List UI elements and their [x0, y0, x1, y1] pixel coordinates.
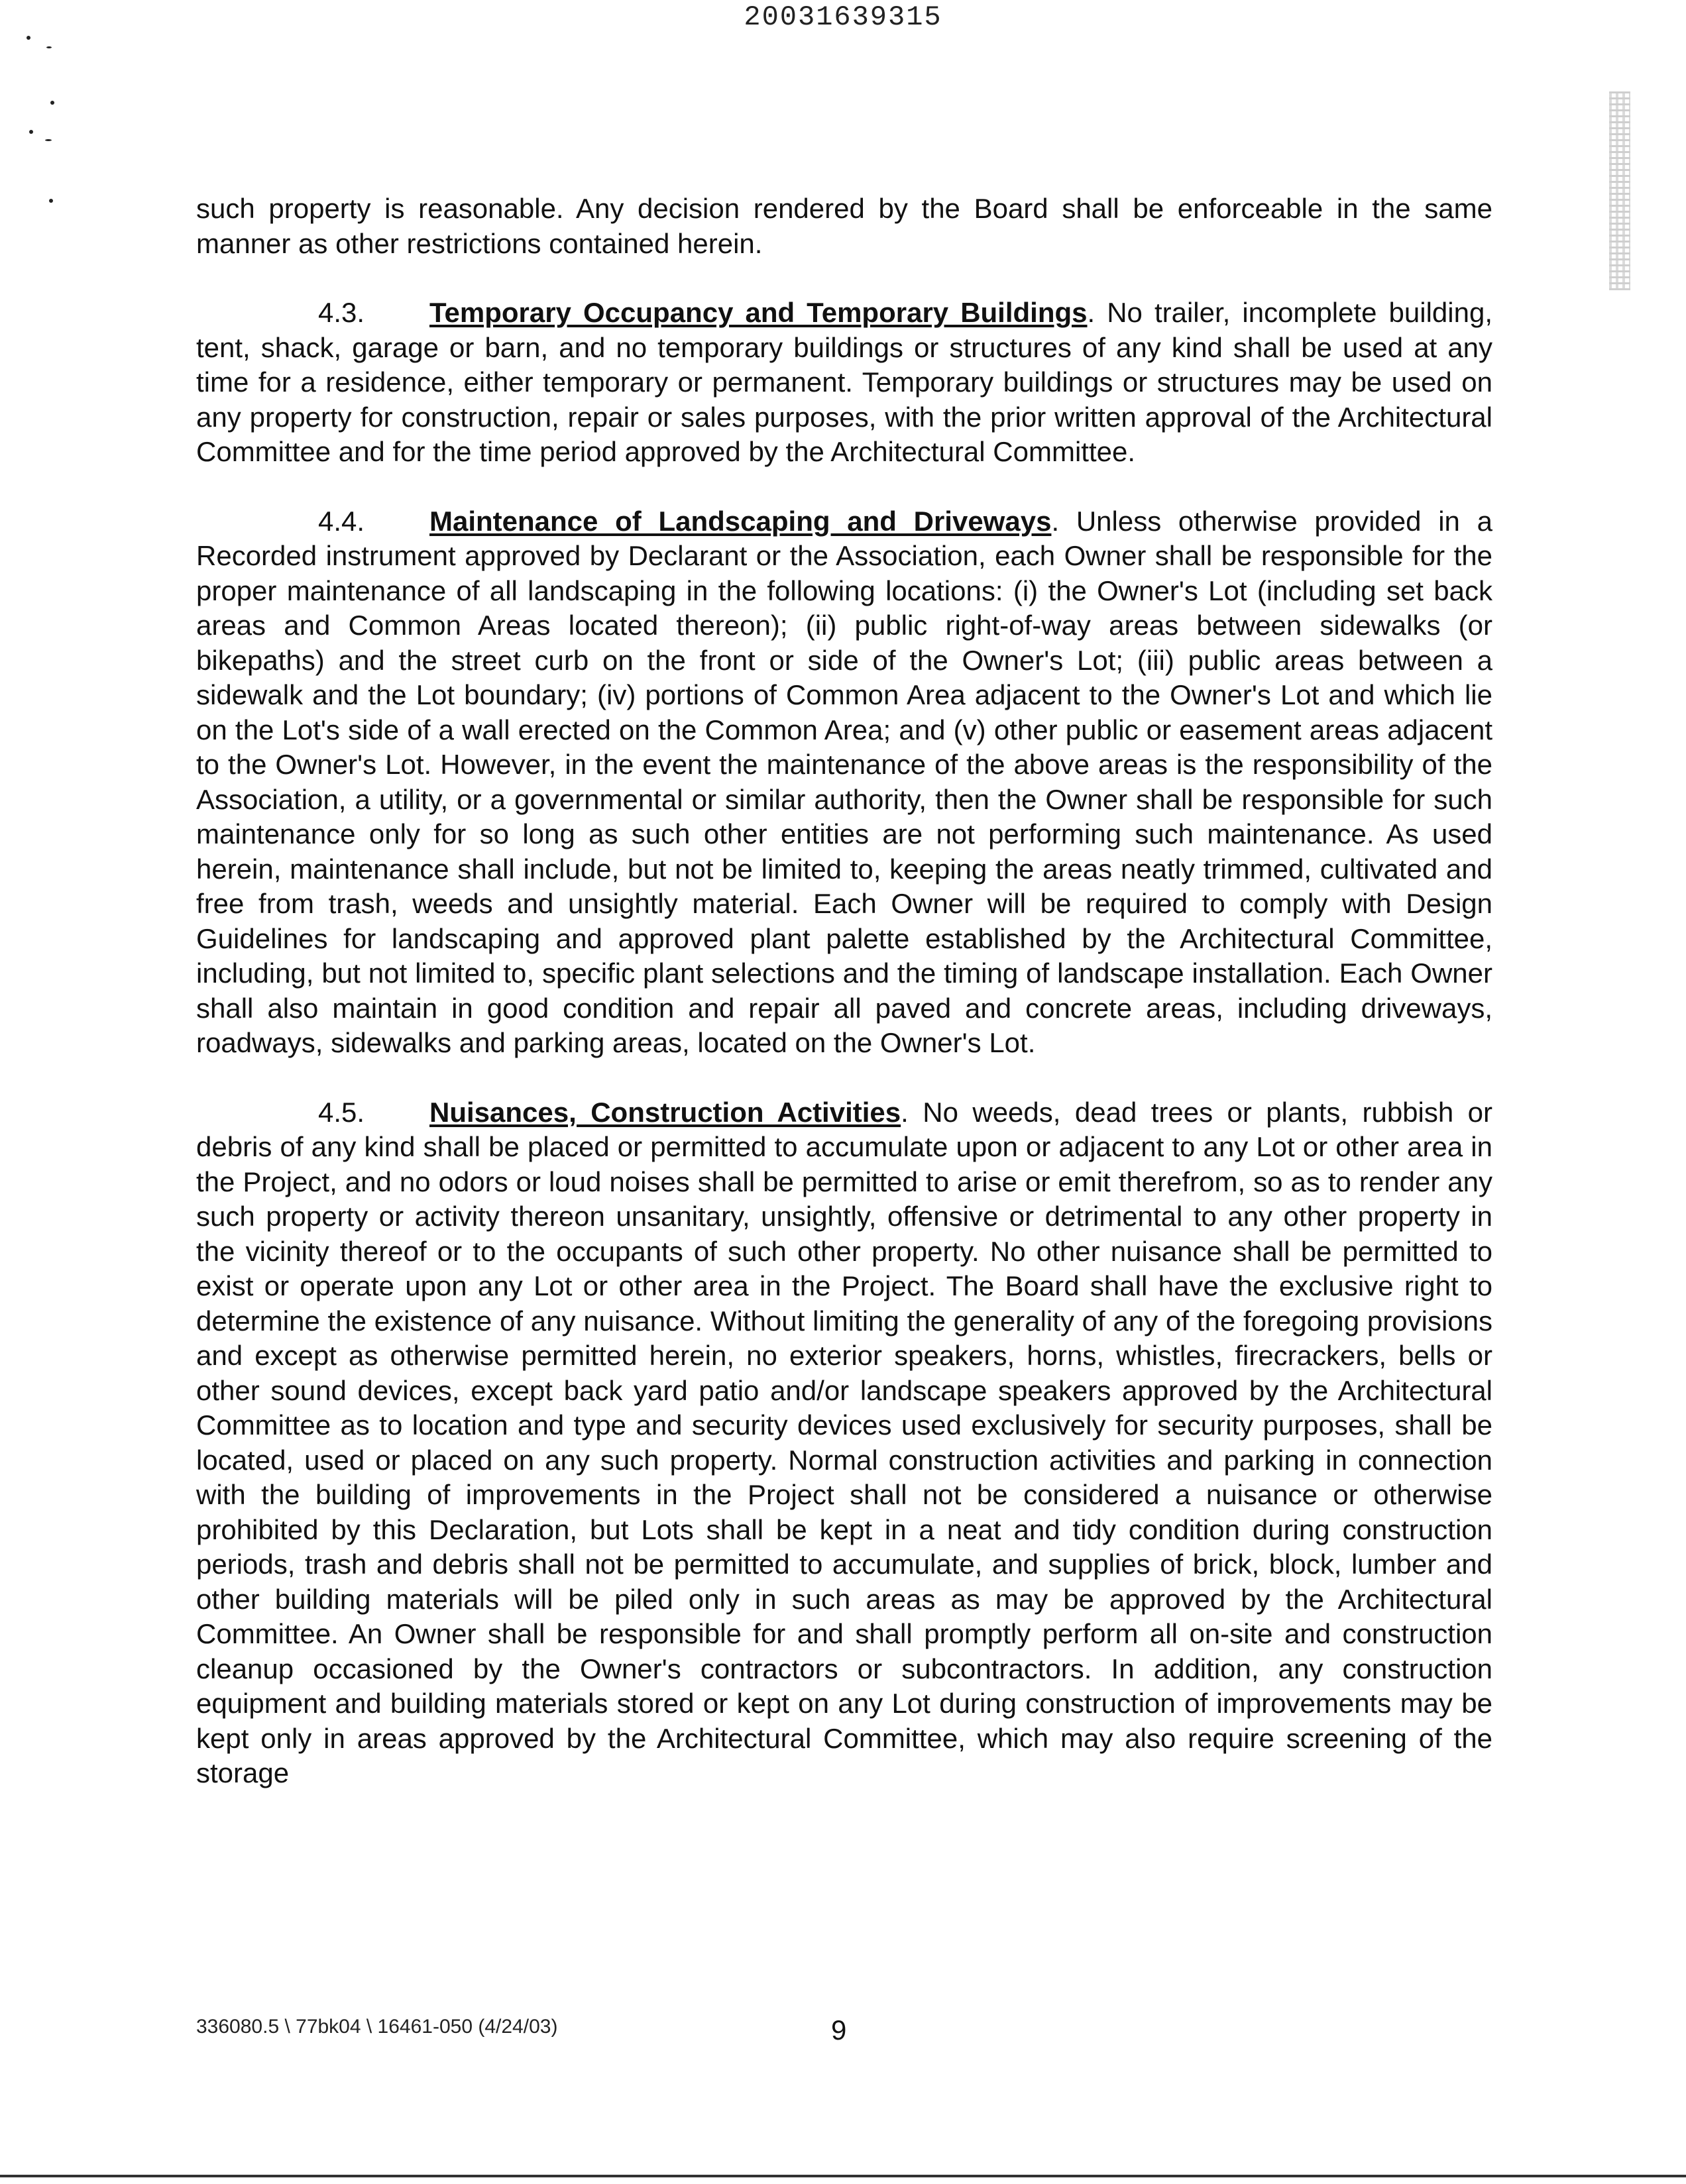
section-number: 4.5.	[318, 1096, 365, 1128]
section-heading: Temporary Occupancy and Temporary Buildings	[429, 297, 1088, 328]
scan-speck	[29, 130, 33, 134]
section-paragraph	[196, 504, 1492, 1061]
section-paragraph	[196, 191, 1492, 261]
side-barcode-stamp	[1609, 91, 1630, 290]
section-number: 4.4.	[318, 505, 365, 537]
scan-speck	[46, 46, 52, 48]
section-text: . No weeds, dead trees or plants, rubbish or debris of any kind shall be placed or permitted to accumulate upon or adjacent to any Lot or other area in the Project, and no odors or loud noises shall be permitted to arise or emit therefrom, so as to render any such property or activity thereon unsanitary, unsightly, offensive or detrimental to any other property in the vicinity thereof or to the occupants of such other property. No other nuisance shall be permitted to exist or operate upon any Lot or other area in the Project. The Board shall have the exclusive right to determine the existence of any nuisance. Without limiting the generality of any of the foregoing provisions and except as otherwise permitted herein, no exterior speakers, horns, whistles, firecrackers, bells or other sound devices, except back yard patio and/or landscape speakers approved by the Architectural Committee as to location and type and security devices used exclusively for security purposes, shall be located, used or placed on any such property. Normal construction activities and parking in connection with the building of improvements in the Project shall not be considered a nuisance or otherwise prohibited by this Declaration, but Lots shall be kept in a neat and tidy condition during construction periods, trash and debris shall not be permitted to accumulate, and supplies of brick, block, lumber and other building materials will be piled only in such areas as may be approved by the Architectural Committee. An Owner shall be responsible for and shall promptly perform all on-site and construction cleanup occasioned by the Owner's contractors or subcontractors. In addition, any construction equipment and building materials stored or kept on any Lot during construction of improvements may be kept only in areas approved by the Architectural Committee, which may also require screening of the storage	[196, 1096, 1493, 1788]
section-paragraph	[196, 1095, 1492, 1791]
section-paragraph	[196, 296, 1492, 470]
section-text: . No trailer, incomplete building, tent, shack, garage or barn, and no temporary buildings or structures of any kind shall be used at any time for a residence, either temporary or permanent. Temporary buildings or structures may be used on any property for construction, repair or sales purposes, with the prior written approval of the Architectural Committee and for the time period approved by the Architectural Committee.	[196, 297, 1492, 467]
section-heading: Nuisances, Construction Activities	[429, 1096, 901, 1128]
scan-speck	[27, 36, 30, 40]
page-number: 9	[831, 2014, 847, 2046]
scan-speck	[50, 101, 54, 105]
document-number: 20031639315	[744, 1, 942, 33]
section-text: such property is reasonable. Any decision rendered by the Board shall be enforceable in the same manner as other restrictions contained herein.	[196, 193, 1492, 259]
section-heading: Maintenance of Landscaping and Driveways	[429, 505, 1052, 537]
scan-speck	[45, 139, 52, 141]
section-text: . Unless otherwise provided in a Recorded instrument approved by Declarant or the Association, each Owner shall be responsible for the proper maintenance of all landscaping in the following locations: (i) the Owner's Lot (including set back areas and Common Areas located thereon); (ii) public right-of-way areas between sidewalks (or bikepaths) and the street curb on the front or side of the Owner's Lot; (iii) public areas between a sidewalk and the Lot boundary; (iv) portions of Common Area adjacent to the Owner's Lot and which lie on the Lot's side of a wall erected on the Common Area; and (v) other public or easement areas adjacent to the Owner's Lot. However, in the event the maintenance of the above areas is the responsibility of the Association, a utility, or a governmental or similar authority, then the Owner shall be responsible for such maintenance only for so long as such other entities are not performing such maintenance. As used herein, maintenance shall include, but not be limited to, keeping the areas neatly trimmed, cultivated and free from trash, weeds and unsightly material. Each Owner will be required to comply with Design Guidelines for landscaping and approved plant palette established by the Architectural Committee, including, but not limited to, specific plant selections and the timing of landscape installation. Each Owner shall also maintain in good condition and repair all paved and concrete areas, including driveways, roadways, sidewalks and parking areas, located on the Owner's Lot.	[196, 505, 1492, 1058]
bottom-divider	[0, 2175, 1686, 2177]
footer-document-code: 336080.5 \ 77bk04 \ 16461-050 (4/24/03)	[196, 2016, 558, 2038]
document-body	[196, 191, 1492, 1826]
section-number: 4.3.	[318, 297, 365, 328]
scan-speck	[49, 199, 53, 203]
